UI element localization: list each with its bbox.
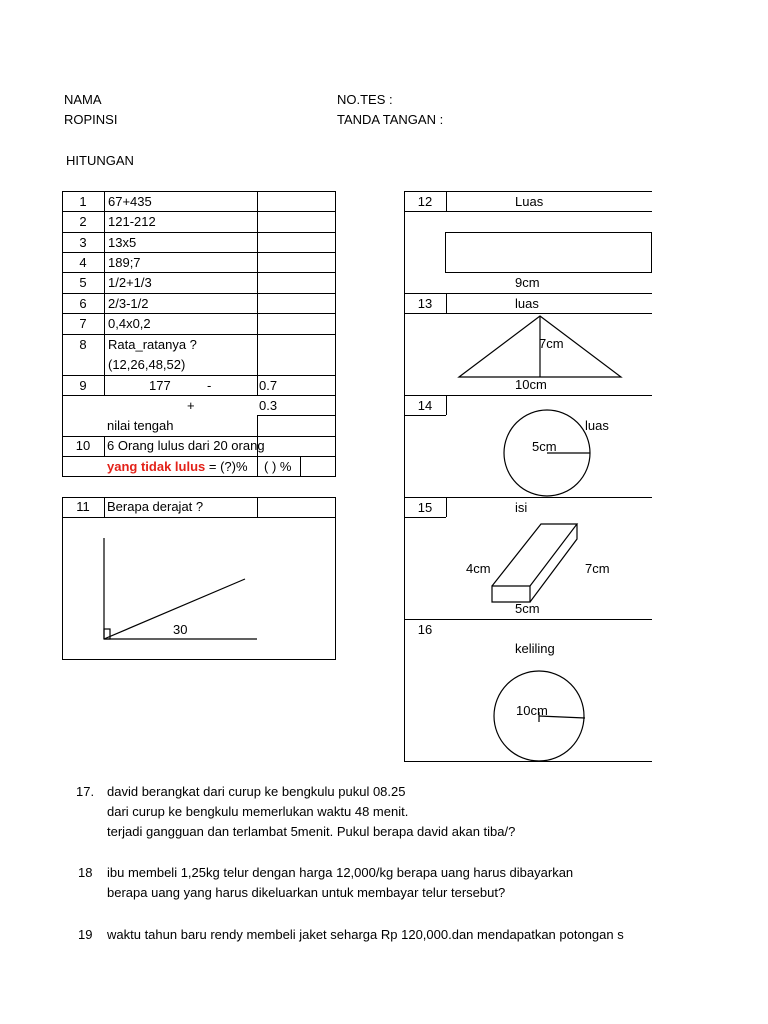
question-line: dari curup ke bengkulu memerlukan waktu 48 menit. [107,804,409,819]
row-number: 9 [79,378,87,393]
question-text: Berapa derajat ? [107,499,204,514]
question-text: 6 Orang lulus dari 20 orang [107,438,265,453]
row-number: 7 [79,316,87,331]
question-text: 2/3-1/2 [108,296,149,311]
question-text: 13x5 [108,235,137,250]
q9-value-a: 177 [149,378,171,393]
row-number: 14 [417,398,433,413]
row-number: 11 [76,499,90,514]
q10-highlight: yang tidak lulus [107,459,206,474]
row-number: 10 [75,438,91,453]
question-line: david berangkat dari curup ke bengkulu pukul 08.25 [107,784,406,799]
section-title: HITUNGAN [66,153,134,168]
row-number: 6 [79,296,87,311]
row-number: 4 [79,255,87,270]
question-text: 0,4x0,2 [108,316,151,331]
q15-right-dim: 7cm [585,561,610,576]
q12-dimension: 9cm [515,275,540,290]
q9-operator-plus: + [187,398,195,413]
row-number: 12 [417,194,433,209]
q9-operator-minus: - [207,378,212,393]
propinsi-label: ROPINSI [64,112,118,127]
question-number: 18 [78,865,93,880]
q14-radius: 5cm [532,439,557,454]
nama-label: NAMA [64,92,102,107]
q10-answer: ( ) % [264,459,292,474]
row-number: 1 [79,194,87,209]
q15-label: isi [515,500,528,515]
q13-label: luas [515,296,539,311]
angle-label: 30 [173,622,188,637]
question-line: ibu membeli 1,25kg telur dengan harga 12,000/kg berapa uang harus dibayarkan [107,865,574,880]
row-number: 3 [79,235,87,250]
q13-height: 7cm [539,336,564,351]
question-text: 121-212 [108,214,156,229]
row-number: 2 [79,214,87,229]
row-number: 5 [79,275,87,290]
question-text: Rata_ratanya ? [108,337,197,352]
question-line: waktu tahun baru rendy membeli jaket seharga Rp 120,000.dan mendapatkan potongan s [107,927,624,942]
no-tes-label: NO.TES : [337,92,393,107]
q12-label: Luas [515,194,544,209]
question-text: (12,26,48,52) [108,357,186,372]
q16-radius: 10cm [516,703,548,718]
q10-rest: = (?)% [205,459,248,474]
question-number: 19 [78,927,93,942]
tanda-tangan-label: TANDA TANGAN : [337,112,444,127]
question-text: 67+435 [108,194,152,209]
q13-base: 10cm [515,377,547,392]
row-number: 16 [417,622,433,637]
q9-label: nilai tengah [107,418,174,433]
question-text: 1/2+1/3 [108,275,152,290]
row-number: 15 [417,500,433,515]
question-line: berapa uang yang harus dikeluarkan untuk membayar telur tersebut? [107,885,506,900]
q14-label: luas [585,418,609,433]
q9-value-b: 0.7 [259,378,278,393]
q15-left-dim: 4cm [466,561,491,576]
question-number: 17. [76,784,95,799]
row-number: 8 [79,337,87,352]
q15-bottom-dim: 5cm [515,601,540,616]
q16-label: keliling [515,641,555,656]
question-text: 189;7 [108,255,141,270]
q9-value-c: 0.3 [259,398,278,413]
row-number: 13 [417,296,433,311]
question-line: terjadi gangguan dan terlambat 5menit. Pukul berapa david akan tiba/? [107,824,516,839]
